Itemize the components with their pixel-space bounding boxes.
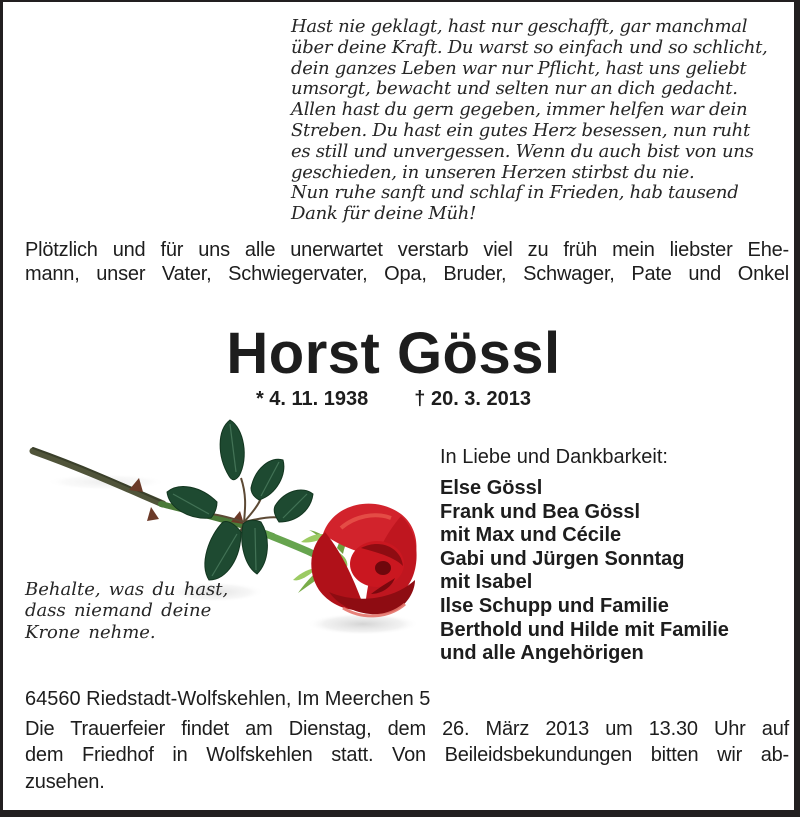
text-line: geschieden, in unseren Herzen stirbst du nie. xyxy=(291,161,695,183)
condolence-poem xyxy=(291,17,796,225)
birth-date: * 4. 11. 1938 xyxy=(255,388,369,410)
text-line: zusehen. xyxy=(25,770,105,793)
text-line: Else Gössl xyxy=(440,477,543,499)
text-line: Gabi und Jürgen Sonntag xyxy=(440,547,685,570)
text-line: Behalte, was du hast, xyxy=(25,579,229,600)
life-dates xyxy=(3,388,784,410)
text-line: dein ganzes Leben war nur Pflicht, hast uns geliebt xyxy=(291,57,747,79)
text-line: es still und unvergessen. Wenn du auch bist von uns xyxy=(291,140,754,162)
text-line: dass niemand deine xyxy=(25,600,212,622)
text-line: Hast nie geklagt, hast nur geschafft, gar manchmal xyxy=(291,16,748,37)
text-line: Die Trauerfeier findet am Dienstag, dem 26. März 2013 um 13.30 Uhr auf xyxy=(25,718,789,740)
condolence-intro: In Liebe und Dankbarkeit: xyxy=(440,446,668,468)
death-announcement xyxy=(25,239,789,286)
text-line: mann, unser Vater, Schwiegervater, Opa, Bruder, Schwager, Pate und Onkel xyxy=(25,262,789,285)
text-line: Nun ruhe sanft und schlaf in Frieden, hab tausend xyxy=(291,182,739,204)
text-line: dem Friedhof in Wolfskehlen statt. Von Beileidsbekundungen bitten wir ab- xyxy=(25,744,789,767)
text-line: mit Isabel xyxy=(440,571,533,594)
text-line: Frank und Bea Gössl xyxy=(440,500,641,523)
rose-photo xyxy=(11,412,421,702)
text-line: Berthold und Hilde mit Familie xyxy=(440,618,729,641)
text-line: Ilse Schupp und Familie xyxy=(440,594,669,617)
text-line: Dank für deine Müh! xyxy=(291,203,477,225)
memorial-quote xyxy=(25,579,228,643)
funeral-info xyxy=(25,716,789,795)
text-line: Streben. Du hast ein gutes Herz besessen, nun ruht xyxy=(291,119,750,141)
text-line: umsorgt, bewacht und selten nur an dich gedacht. xyxy=(291,78,738,100)
mourners-list xyxy=(440,477,729,666)
address-line: 64560 Riedstadt-Wolfskehlen, Im Meerchen 5 xyxy=(25,688,431,710)
text-line: Plötzlich und für uns alle unerwartet verstarb viel zu früh mein liebster Ehe- xyxy=(25,239,789,261)
rose-bloom xyxy=(311,504,416,616)
rose-leaves xyxy=(167,420,313,580)
death-date: † 20. 3. 2013 xyxy=(414,388,532,410)
text-line: über deine Kraft. Du warst so einfach und so schlicht, xyxy=(291,36,768,58)
text-line: Krone nehme. xyxy=(25,621,156,643)
text-line: mit Max und Cécile xyxy=(440,524,622,547)
text-line: und alle Angehörigen xyxy=(440,642,644,665)
deceased-name: Horst Gössl xyxy=(226,321,561,386)
text-line: Allen hast du gern gegeben, immer helfen war dein xyxy=(291,99,748,121)
